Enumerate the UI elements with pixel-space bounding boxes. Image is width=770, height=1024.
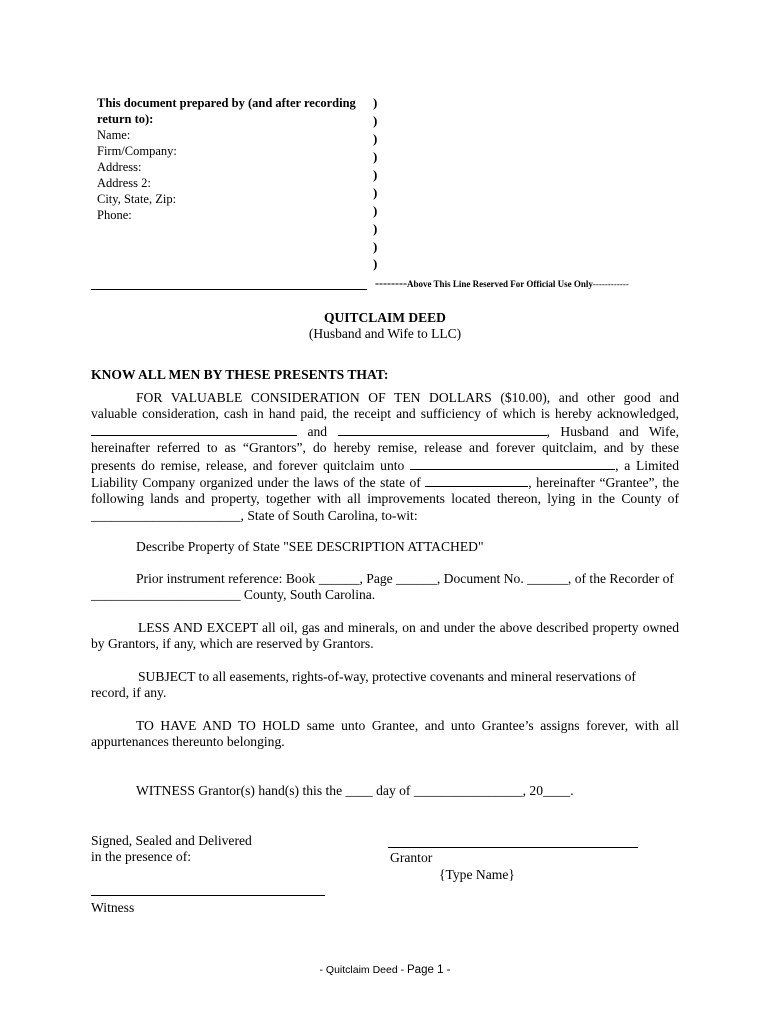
para-line: appurtenances thereunto belonging. — [91, 734, 285, 750]
reserved-dashes: -------- — [375, 276, 407, 290]
para-line: Prior instrument reference: Book ______, Page ______, Document No. ______, of the Recorder of — [136, 571, 674, 586]
know-all-men-heading: KNOW ALL MEN BY THESE PRESENTS THAT: — [91, 367, 389, 382]
grantor1-blank[interactable] — [91, 423, 297, 436]
para-line: ______________________ County, South Carolina. — [91, 587, 376, 603]
witness-signature-line[interactable] — [91, 895, 325, 896]
llc-name-blank[interactable] — [410, 457, 615, 470]
address2-label: Address 2: — [97, 176, 151, 190]
para-line: hereinafter referred to as “Grantors”, do hereby remise, release and forever quitclaim, and by these — [91, 440, 679, 456]
para-line: TO HAVE AND TO HOLD same unto Grantee, and unto Grantee’s assigns forever, with all — [136, 718, 679, 733]
para-line: ______________________, State of South Carolina, to-wit: — [91, 507, 418, 523]
state-blank[interactable] — [425, 474, 528, 487]
recording-divider — [91, 289, 367, 290]
footer-label: - Quitclaim Deed - — [319, 964, 408, 976]
grantor-signature-line[interactable] — [388, 847, 638, 848]
and-text: and — [307, 423, 328, 439]
type-name-label: {Type Name} — [439, 867, 515, 882]
paren: ) — [373, 239, 378, 254]
prepared-by-label: This document prepared by (and after recording — [97, 96, 356, 110]
signed-sealed-label: Signed, Sealed and Delivered — [91, 833, 252, 848]
presence-label: in the presence of: — [91, 849, 192, 865]
firm-label: Firm/Company: — [97, 144, 177, 158]
state-of-text: Liability Company organized under the laws of the state of — [91, 475, 421, 491]
reserved-label: Above This Line Reserved For Official Use Only — [406, 279, 593, 289]
para-line — [91, 423, 679, 440]
husband-wife-text: , Husband and Wife, — [546, 423, 680, 439]
witness-label: Witness — [91, 900, 135, 915]
grantor-label: Grantor — [390, 850, 433, 865]
para-line: record, if any. — [91, 685, 167, 701]
paren: ) — [373, 203, 378, 218]
habendum-paragraph — [91, 718, 679, 751]
subject-paragraph — [91, 669, 679, 702]
describe-property: Describe Property of State "SEE DESCRIPTION ATTACHED" — [136, 539, 484, 554]
address-label: Address: — [97, 160, 142, 174]
para-line: valuable consideration, cash in hand paid, the receipt and sufficiency of which is hereby acknowledged, — [91, 406, 679, 422]
para-line — [91, 474, 679, 491]
para-line: SUBJECT to all easements, rights-of-way, protective covenants and mineral reservations of — [138, 669, 636, 684]
para-line: LESS AND EXCEPT all oil, gas and minerals, on and under the above described property owned — [138, 620, 679, 635]
reserved-line — [375, 276, 629, 291]
signed-sealed-block — [91, 833, 252, 866]
city-state-zip-label: City, State, Zip: — [97, 192, 177, 206]
quitclaim-unto-text: presents do remise, release, and forever quitclaim unto — [91, 457, 405, 473]
paren: ) — [373, 256, 378, 271]
paren: ) — [373, 167, 378, 182]
reserved-tail: ------------ — [592, 279, 629, 289]
paren: ) — [373, 113, 378, 128]
grantee-text: , hereinafter “Grantee”, the — [528, 475, 680, 491]
witness-date-line: WITNESS Grantor(s) hand(s) this the ____ day of ________________, 20____. — [136, 783, 574, 798]
para-line — [91, 457, 679, 474]
deed-title: QUITCLAIM DEED — [324, 310, 446, 325]
consideration-paragraph — [91, 390, 679, 524]
return-to-label: return to): — [97, 112, 154, 126]
name-label: Name: — [97, 128, 131, 142]
paren: ) — [373, 185, 378, 200]
less-except-paragraph — [91, 620, 679, 653]
limited-text: , a Limited — [615, 457, 679, 473]
grantor2-blank[interactable] — [338, 423, 547, 436]
footer-page-number: Page 1 - — [407, 964, 451, 976]
prior-instrument-paragraph — [91, 571, 679, 604]
page-footer — [0, 964, 770, 976]
para-line: following lands and property, together with all improvements located thereon, lying in the County of — [91, 491, 679, 507]
preparer-block — [97, 95, 356, 223]
paren: ) — [373, 149, 378, 164]
para-line: FOR VALUABLE CONSIDERATION OF TEN DOLLARS ($10.00), and other good and — [136, 390, 679, 405]
paren: ) — [373, 131, 378, 146]
phone-label: Phone: — [97, 208, 132, 222]
deed-subtitle: (Husband and Wife to LLC) — [308, 326, 462, 341]
para-line: by Grantors, if any, which are reserved by Grantors. — [91, 636, 374, 652]
paren: ) — [373, 221, 378, 236]
paren: ) — [373, 95, 378, 110]
